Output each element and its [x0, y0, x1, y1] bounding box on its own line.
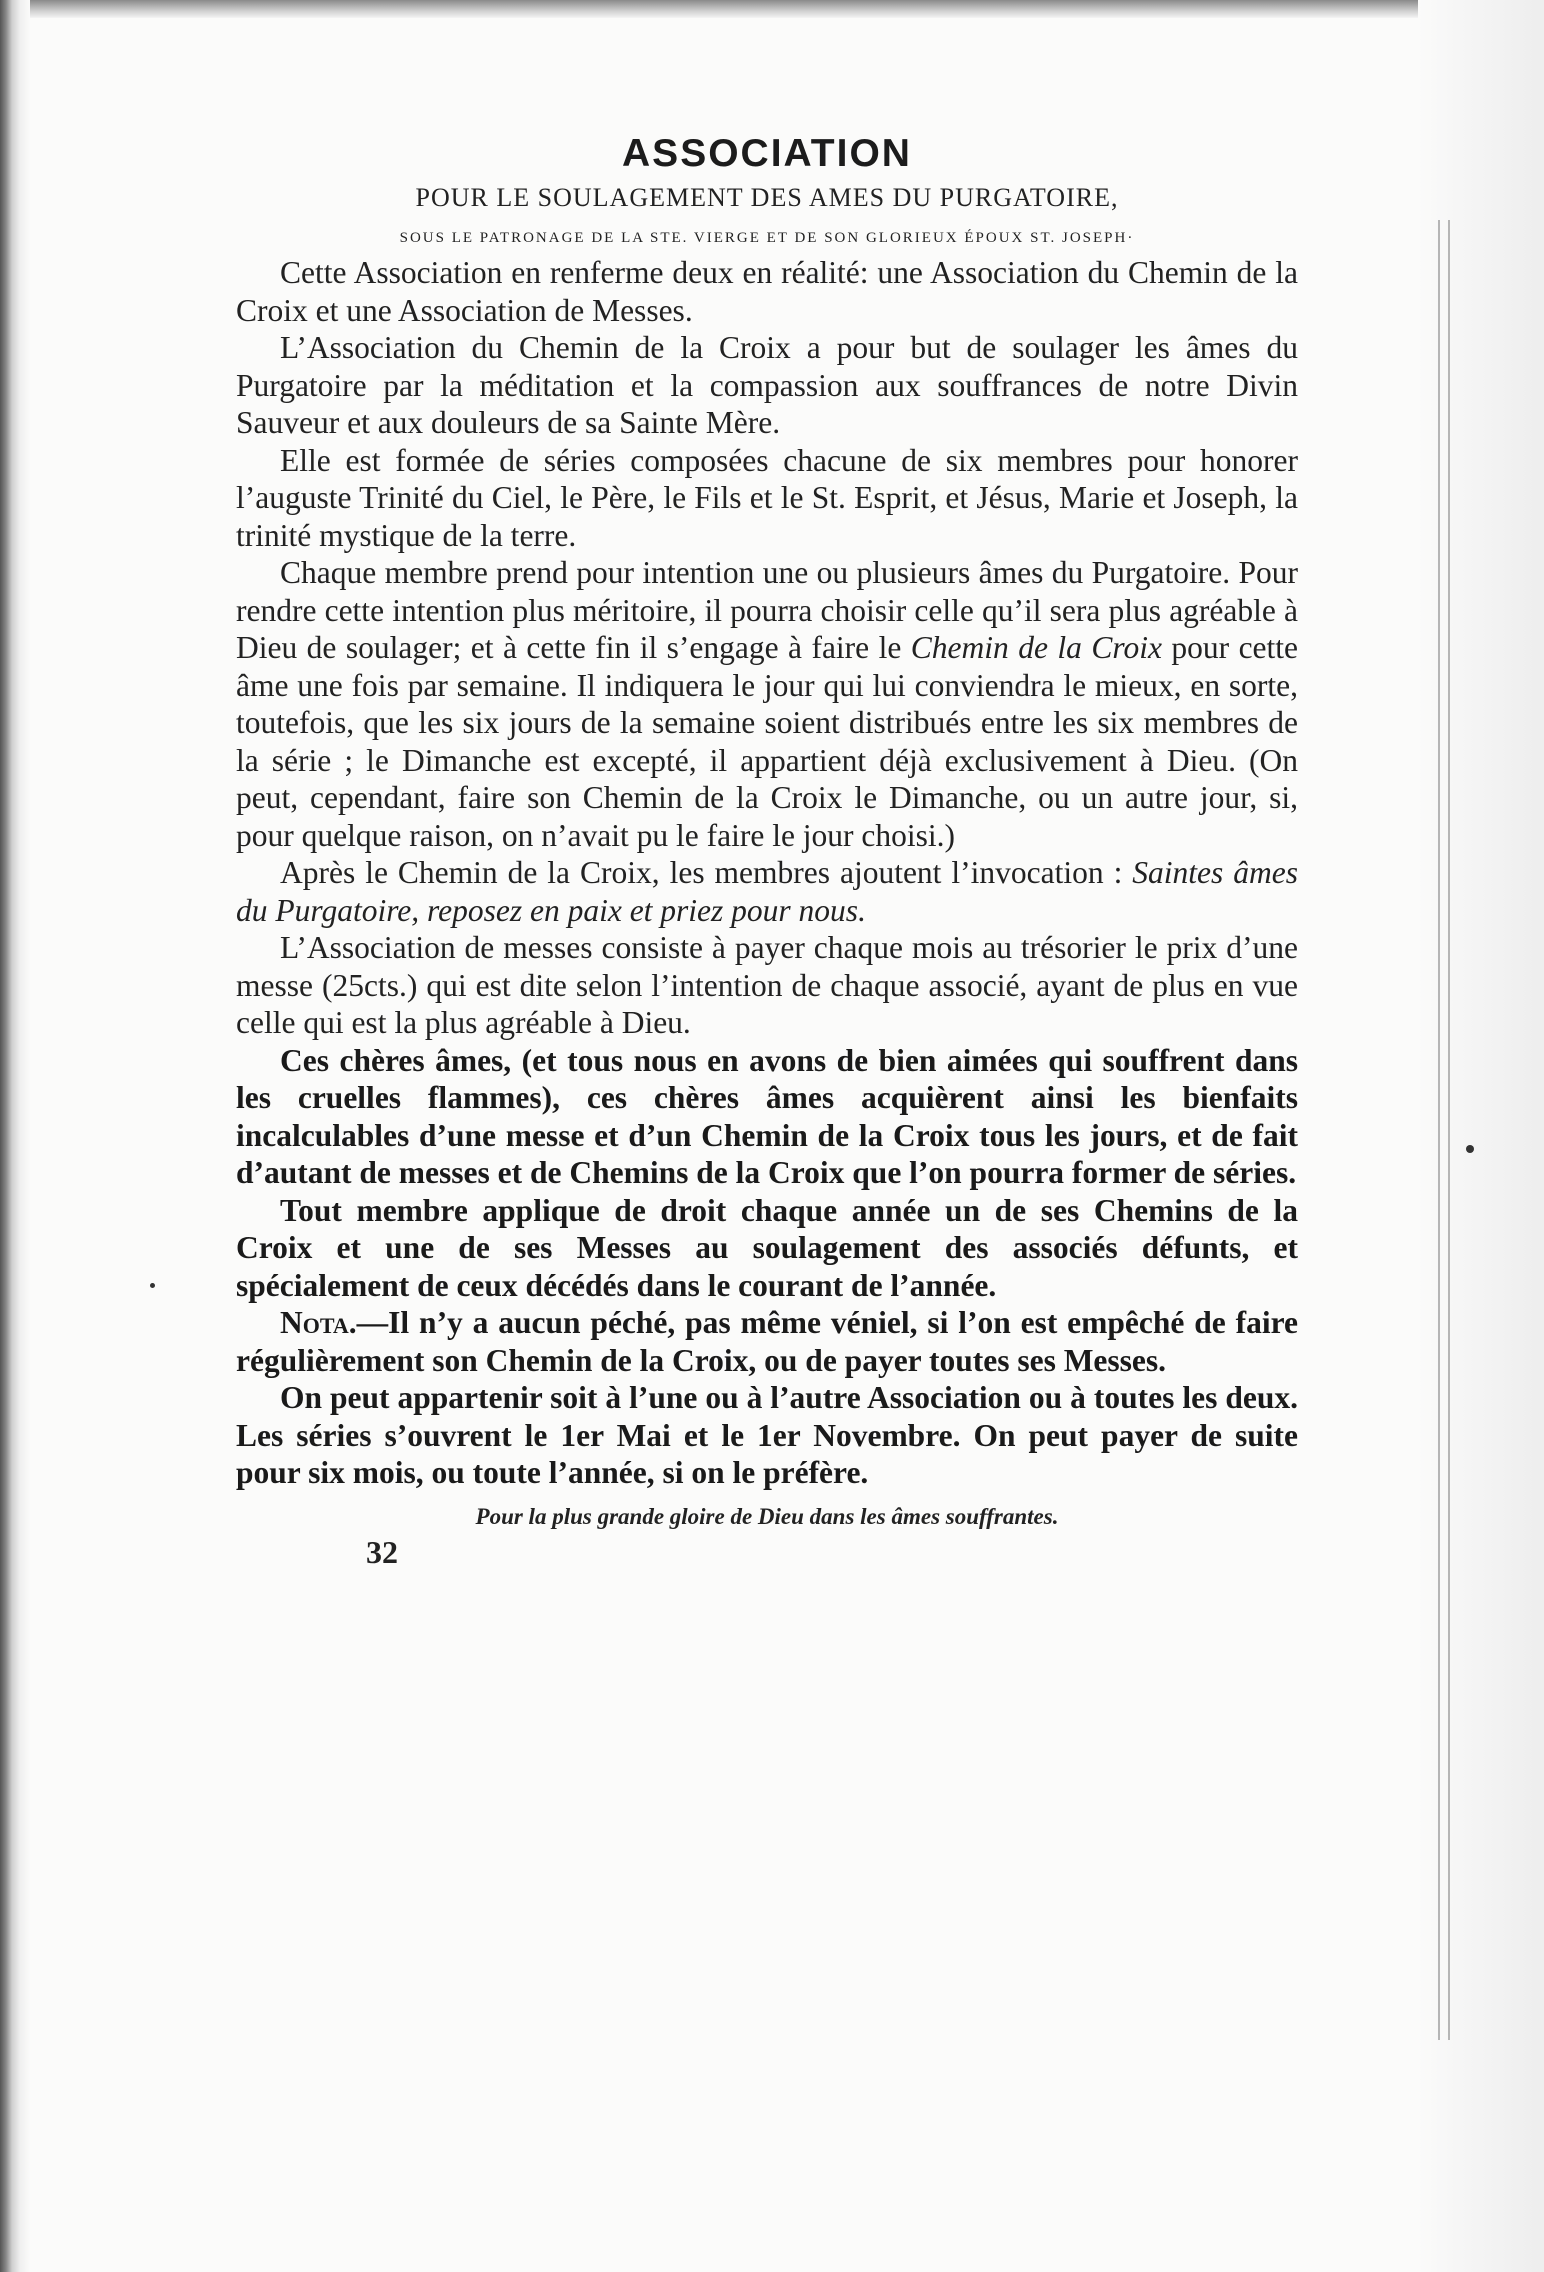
top-page-edge — [0, 0, 1544, 18]
paragraph-9-nota — [236, 1304, 1298, 1379]
invocation-italic: Saintes âmes du Purgatoire, reposez en paix et priez pour nous. — [236, 855, 1298, 928]
paragraph-7: Ces chères âmes, (et tous nous en avons de bien aimées qui souffrent dans les cruelles flammes), ces chères âmes acquièrent ainsi les bienfaits incalculables d’une messe et d’un Chemin de la Croix tous les jours, et de fait d’autant de messes et de Chemins de la Croix que l’on pourra former de séries. — [236, 1042, 1298, 1190]
ink-speck — [150, 1283, 155, 1288]
page-number: 32 — [366, 1533, 398, 1570]
paragraph-4 — [236, 554, 1298, 854]
page-title: ASSOCIATION — [622, 132, 912, 175]
closing-motto: Pour la plus grande gloire de Dieu dans les âmes souffrantes. — [475, 1503, 1059, 1529]
left-binding-shadow — [0, 0, 30, 2272]
paragraph-5-text: Après le Chemin de la Croix, les membres ajoutent l’invocation : — [280, 855, 1133, 890]
paragraph-1: Cette Association en renferme deux en réalité: une Association du Chemin de la Croix et une Association de Messes. — [236, 255, 1298, 328]
ink-speck — [1466, 1145, 1474, 1153]
document-page — [236, 130, 1298, 1570]
page-subtitle: POUR LE SOULAGEMENT DES AMES DU PURGATOIRE, — [415, 183, 1119, 212]
document-body — [236, 254, 1298, 1492]
paragraph-4-italic: Chemin de la Croix — [910, 630, 1162, 665]
paragraph-2: L’Association du Chemin de la Croix a pour but de soulager les âmes du Purgatoire par la méditation et la compassion aux souffrances de notre Divin Sauveur et aux douleurs de sa Sainte Mère. — [236, 330, 1298, 440]
paragraph-3: Elle est formée de séries composées chacune de six membres pour honorer l’auguste Trinité du Ciel, le Père, le Fils et le St. Esprit, et Jésus, Marie et Joseph, la trinité mystique de la terre. — [236, 442, 1298, 553]
nota-label: Nota. — [280, 1305, 357, 1340]
paragraph-10: On peut appartenir soit à l’une ou à l’autre Association ou à toutes les deux. Les séries s’ouvrent le 1er Mai et le 1er Novembre. On peut payer de suite pour six mois, ou toute l’année, si on le préfère. — [236, 1380, 1298, 1490]
patronage-line: SOUS LE PATRONAGE DE LA STE. VIERGE ET DE SON GLORIEUX ÉPOUX ST. JOSEPH· — [399, 230, 1135, 246]
nota-text: —Il n’y a aucun péché, pas même véniel, si l’on est empêché de faire régulièrement son Chemin de la Croix, ou de payer toutes ses Messes. — [236, 1305, 1298, 1378]
paragraph-8: Tout membre applique de droit chaque année un de ses Chemins de la Croix et une de ses Messes au soulagement des associés défunts, et spécialement de ceux décédés dans le courant de l’année. — [236, 1192, 1298, 1303]
paragraph-5 — [236, 854, 1298, 929]
paragraph-6: L’Association de messes consiste à payer chaque mois au trésorier le prix d’une messe (25cts.) qui est dite selon l’intention de chaque associé, ayant de plus en vue celle qui est la plus agréable à Dieu. — [236, 930, 1298, 1040]
paragraph-4-text-a: Chaque membre prend pour intention une ou plusieurs âmes du Purgatoire. Pour rendre cette intention plus méritoire, il pourra choisir celle qu’il sera plus agréable à Dieu de soulager; et à cette fin il s’engage à faire le — [236, 555, 1298, 665]
binding-thread-line — [1438, 220, 1440, 2040]
paragraph-4-text-b: pour cette âme une fois par semaine. Il indiquera le jour qui lui conviendra le mieux, en sorte, toutefois, que les six jours de la semaine soient distribués entre les six membres de la série ; le Dimanche est excepté, il appartient déjà exclusivement à Dieu. (On peut, cependant, faire son Chemin de la Croix le Dimanche, ou un autre jour, si, pour quelque raison, on n’avait pu le faire le jour choisi.) — [236, 630, 1299, 853]
binding-thread-line — [1448, 220, 1450, 2040]
right-page-edge — [1418, 0, 1544, 2272]
